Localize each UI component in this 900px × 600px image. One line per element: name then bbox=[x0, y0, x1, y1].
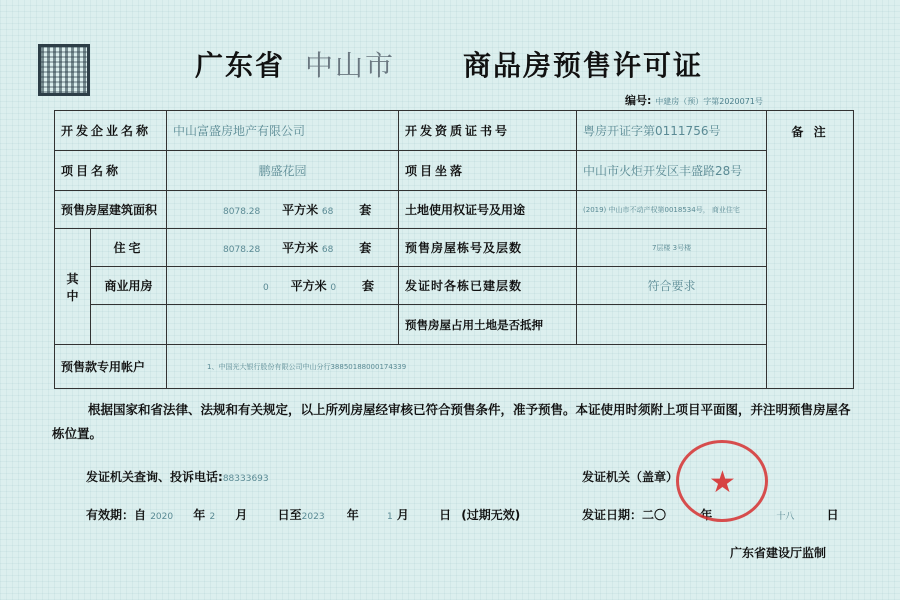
complaint-value: 88333693 bbox=[222, 474, 269, 484]
supervisor-label: 广东省建设厅监制 bbox=[730, 546, 827, 560]
legal-statement: 根据国家和省法律、法规和有关规定，以上所列房屋经审核已符合预售条件，准予预售。本证使用时须附上项目平面图，并注明预售房屋各栋位置。 bbox=[52, 402, 851, 441]
validity-month-char: 月 bbox=[235, 508, 248, 522]
validity-end-year: 2023 bbox=[301, 512, 325, 522]
project-location-value: 中山市火炬开发区丰盛路28号 bbox=[577, 151, 767, 191]
qualification-value: 粤房开证字第0111756号 bbox=[577, 111, 767, 151]
issue-day-value: 十八 bbox=[776, 512, 795, 522]
subset-label: 其中 bbox=[55, 229, 91, 345]
presale-count-value: 68 bbox=[321, 207, 334, 217]
validity-start-year: 2020 bbox=[150, 512, 174, 522]
validity-end-month: 1 bbox=[386, 512, 393, 522]
serial-value: 中建房（预）字第2020071号 bbox=[655, 97, 763, 106]
residential-count-value: 68 bbox=[321, 245, 334, 255]
validity-day-char: 日 bbox=[277, 508, 290, 522]
built-floors-value: 符合要求 bbox=[577, 267, 767, 305]
official-seal bbox=[676, 440, 768, 522]
title-city: 中山市 bbox=[305, 49, 396, 82]
mortgage-label: 预售房屋占用土地是否抵押 bbox=[399, 305, 577, 345]
project-name-value: 鹏盛花园 bbox=[167, 151, 399, 191]
permit-table bbox=[54, 110, 854, 389]
issue-day-char: 日 bbox=[826, 508, 839, 522]
presale-count-unit: 套 bbox=[359, 203, 372, 217]
validity-year-char: 年 bbox=[193, 508, 206, 522]
land-cert-label: 土地使用权证号及用途 bbox=[399, 191, 577, 229]
star-icon: ★ bbox=[709, 465, 736, 500]
residential-area-value: 8078.28 bbox=[223, 245, 261, 255]
table-row bbox=[55, 305, 854, 345]
validity-end-day-char: 日 bbox=[439, 508, 452, 522]
residential-count-unit: 套 bbox=[359, 241, 372, 255]
table-row bbox=[55, 229, 854, 267]
title-province: 广东省 bbox=[195, 49, 286, 82]
table-row bbox=[55, 111, 854, 151]
issue-date-year: 二〇 bbox=[642, 508, 667, 522]
project-name-label: 项目名称 bbox=[55, 151, 167, 191]
residential-label: 住宅 bbox=[91, 229, 167, 267]
expire-note: (过期无效) bbox=[461, 508, 521, 522]
validity-end-month-char: 月 bbox=[396, 508, 409, 522]
table-row bbox=[55, 191, 854, 229]
serial-label: 编号: bbox=[625, 94, 652, 107]
qualification-label: 开发资质证书号 bbox=[399, 111, 577, 151]
built-floors-label: 发证时各栋已建层数 bbox=[399, 267, 577, 305]
residential-area-cell bbox=[167, 229, 399, 267]
residential-area-unit: 平方米 bbox=[282, 241, 319, 255]
remarks-label: 备 注 bbox=[791, 125, 829, 139]
presale-area-label: 预售房屋建筑面积 bbox=[55, 191, 167, 229]
land-cert-value: (2019) 中山市不动产权第0018534号， 商业住宅 bbox=[577, 191, 767, 229]
presale-area-cell bbox=[167, 191, 399, 229]
complaint-label: 发证机关查询、投诉电话: bbox=[86, 470, 223, 484]
table-row bbox=[55, 345, 854, 389]
validity-label: 有效期：自 bbox=[86, 508, 147, 522]
validity-to-char: 至 bbox=[289, 508, 302, 522]
table-row bbox=[55, 151, 854, 191]
commercial-label: 商业用房 bbox=[91, 267, 167, 305]
empty-cell bbox=[167, 305, 399, 345]
commercial-count-unit: 套 bbox=[361, 279, 374, 293]
building-floors-value: 7层楼 3号楼 bbox=[577, 229, 767, 267]
commercial-area-cell bbox=[167, 267, 399, 305]
validity-line bbox=[86, 506, 520, 523]
presale-area-value: 8078.28 bbox=[223, 207, 261, 217]
validity-end-year-char: 年 bbox=[346, 508, 359, 522]
serial-number bbox=[625, 92, 763, 108]
qr-code bbox=[38, 44, 90, 96]
building-floors-label: 预售房屋栋号及层数 bbox=[399, 229, 577, 267]
mortgage-value bbox=[577, 305, 767, 345]
escrow-account-label: 预售款专用帐户 bbox=[55, 345, 167, 389]
title-certificate: 商品房预售许可证 bbox=[463, 49, 704, 82]
issuer-label: 发证机关（盖章） bbox=[582, 470, 679, 484]
issue-year-char: 年 bbox=[700, 508, 713, 522]
developer-label: 开发企业名称 bbox=[55, 111, 167, 151]
developer-value: 中山富盛房地产有限公司 bbox=[167, 111, 399, 151]
presale-area-unit: 平方米 bbox=[282, 203, 319, 217]
issue-date-label: 发证日期： bbox=[582, 508, 643, 522]
empty-cell bbox=[91, 305, 167, 345]
table-row bbox=[55, 267, 854, 305]
escrow-account-value: 1、中国光大银行股份有限公司中山分行38850188000174339 bbox=[167, 345, 767, 389]
complaint-line bbox=[86, 468, 269, 485]
commercial-count-value: 0 bbox=[330, 283, 337, 293]
project-location-label: 项目坐落 bbox=[399, 151, 577, 191]
validity-start-month: 2 bbox=[209, 512, 216, 522]
commercial-area-value: 0 bbox=[263, 283, 269, 293]
commercial-area-unit: 平方米 bbox=[290, 279, 327, 293]
remarks-cell bbox=[767, 111, 854, 389]
document-title bbox=[195, 44, 704, 84]
